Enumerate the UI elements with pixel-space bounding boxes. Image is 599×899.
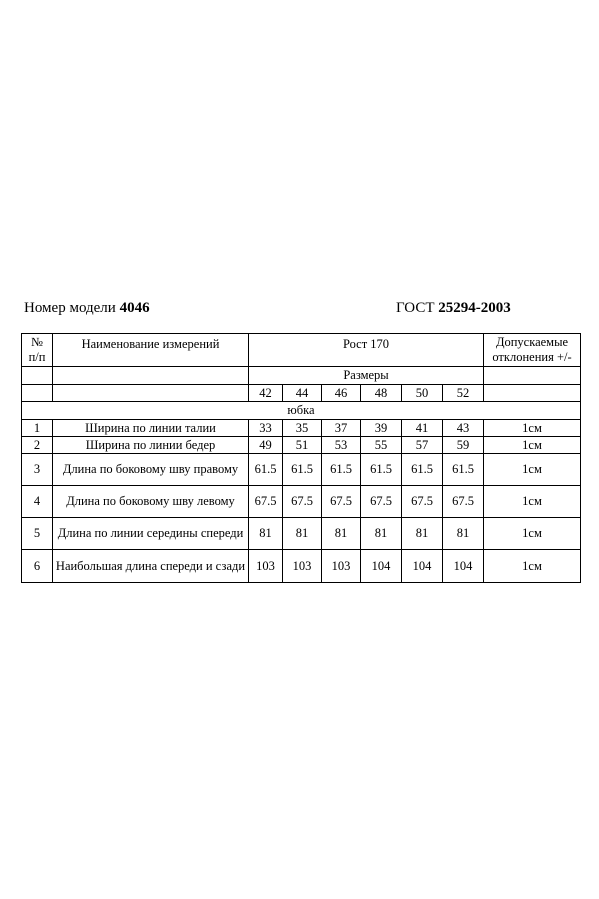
measurement-value: 55 [361,437,402,454]
measurement-name: Ширина по линии талии [53,420,249,437]
measurement-value: 37 [322,420,361,437]
measurement-value: 35 [283,420,322,437]
row-number: 4 [22,486,53,518]
row-number: 5 [22,518,53,550]
measurement-name: Длина по боковому шву правому [53,454,249,486]
measurement-name: Ширина по линии бедер [53,437,249,454]
table-row [22,518,581,550]
measurement-value: 59 [443,437,484,454]
section-row [22,402,581,420]
row-number: 1 [22,420,53,437]
measurement-value: 81 [322,518,361,550]
measurement-value: 61.5 [283,454,322,486]
sizes-label: Размеры [249,367,484,385]
measurement-table [21,333,581,583]
size-cell: 44 [283,385,322,402]
measurement-value: 104 [402,550,443,583]
table-row [22,420,581,437]
row-number: 3 [22,454,53,486]
measurement-value: 53 [322,437,361,454]
document-header [24,300,575,322]
measurement-value: 41 [402,420,443,437]
col-tolerance-header: Допускаемые отклонения +/- [484,334,581,367]
measurement-name: Наибольшая длина спереди и сзади [53,550,249,583]
model-info [24,300,150,317]
size-cell: 48 [361,385,402,402]
row-number: 6 [22,550,53,583]
model-label: Номер модели [24,300,116,316]
measurement-value: 61.5 [249,454,283,486]
measurement-value: 67.5 [443,486,484,518]
sizes-label-row [22,367,581,385]
tolerance-value: 1см [484,550,581,583]
measurement-value: 103 [322,550,361,583]
table-row [22,454,581,486]
gost-number: 25294-2003 [438,300,511,316]
measurement-value: 57 [402,437,443,454]
tolerance-value: 1см [484,518,581,550]
measurement-value: 81 [443,518,484,550]
measurement-value: 67.5 [322,486,361,518]
model-number: 4046 [119,300,150,316]
col-name-header: Наименование измерений [53,334,249,367]
col-num-line2: п/п [28,350,46,364]
measurement-value: 81 [249,518,283,550]
measurement-value: 67.5 [361,486,402,518]
measurement-value: 61.5 [402,454,443,486]
measurement-value: 43 [443,420,484,437]
measurement-value: 39 [361,420,402,437]
tolerance-value: 1см [484,420,581,437]
measurement-value: 81 [361,518,402,550]
table-row [22,486,581,518]
measurement-value: 104 [443,550,484,583]
measurement-name: Длина по боковому шву левому [53,486,249,518]
measurement-name: Длина по линии середины спереди [53,518,249,550]
tolerance-value: 1см [484,486,581,518]
header-row [22,334,581,367]
measurement-value: 67.5 [283,486,322,518]
measurement-value: 103 [283,550,322,583]
col-num-line1: № [31,335,43,349]
col-num-header [22,334,53,367]
measurement-value: 33 [249,420,283,437]
measurement-value: 67.5 [402,486,443,518]
gost-label: ГОСТ [396,300,435,316]
col-height-header: Рост 170 [249,334,484,367]
sizes-row [22,385,581,402]
measurement-value: 81 [402,518,443,550]
measurement-value: 61.5 [361,454,402,486]
measurement-value: 104 [361,550,402,583]
measurement-value: 61.5 [443,454,484,486]
section-label: юбка [22,402,581,420]
table-row [22,550,581,583]
measurement-value: 51 [283,437,322,454]
measurement-value: 103 [249,550,283,583]
size-cell: 42 [249,385,283,402]
size-cell: 50 [402,385,443,402]
measurement-value: 81 [283,518,322,550]
measurement-value: 49 [249,437,283,454]
row-number: 2 [22,437,53,454]
measurement-value: 67.5 [249,486,283,518]
tolerance-value: 1см [484,437,581,454]
tolerance-value: 1см [484,454,581,486]
measurement-value: 61.5 [322,454,361,486]
gost-info [396,300,511,317]
size-cell: 52 [443,385,484,402]
size-cell: 46 [322,385,361,402]
table-row [22,437,581,454]
